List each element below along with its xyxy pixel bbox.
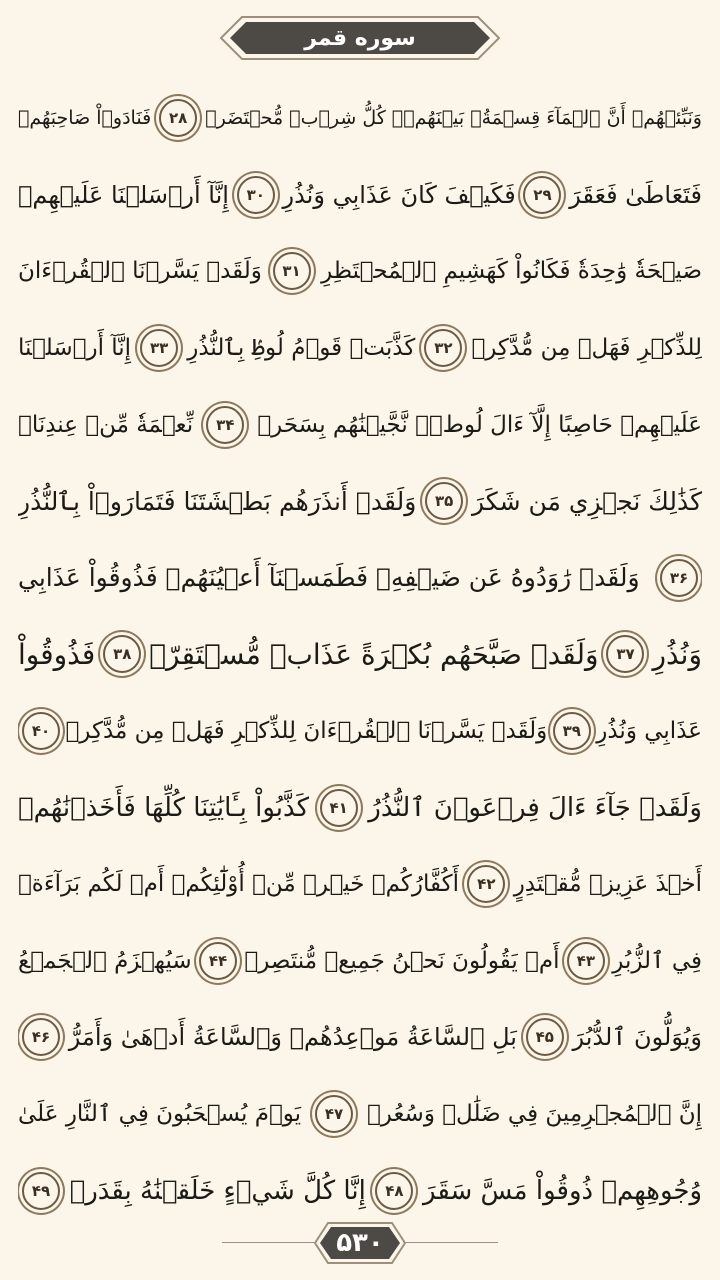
verse-text: فِي ٱلزُّبُرِ: [612, 947, 702, 974]
verse-number-marker: ۴۴: [199, 942, 237, 980]
verse-text: بَلِ ٱلسَّاعَةُ مَوۡعِدُهُمۡ وَٱلسَّاعَةُ أَدۡهَىٰ وَأَمَرُّ: [68, 1023, 517, 1052]
verse-number-marker: ۴۸: [375, 1172, 413, 1210]
verse-text: وَنَبِّئۡهُمۡ أَنَّ ٱلۡمَآءَ قِسۡمَةُۢ بَيۡنَهُمۡۖ كُلُّ شِرۡبٖ مُّحۡتَضَرٞ: [205, 107, 702, 130]
verse-text: إِنَّآ أَرۡسَلۡنَا: [18, 335, 132, 362]
verse-text: أَخۡذَ عَزِيزٖ مُّقۡتَدِرٍ: [513, 871, 702, 898]
verse-line: [18, 386, 702, 463]
verse-text: نِّعۡمَةٗ مِّنۡ عِندِنَاۚ: [18, 411, 194, 438]
verse-number-marker: ۳۰: [237, 176, 275, 214]
page-footer: [0, 1212, 720, 1268]
verse-text: وَلَقَدۡ رَٰوَدُوهُ عَن ضَيۡفِهِۦ فَطَمَسۡنَآ أَعۡيُنَهُمۡ فَذُوقُواْ عَذَابِي: [18, 563, 640, 593]
verse-number-marker: ۴۹: [22, 1172, 60, 1210]
verse-number-marker: ۳۸: [103, 635, 141, 673]
verse-number-marker: ۳۱: [273, 252, 311, 290]
verse-text: فَكَيۡفَ كَانَ عَذَابِي وَنُذُرِ: [282, 180, 516, 209]
verse-number-marker: ۳۹: [553, 712, 591, 750]
verse-number-marker: ۴۶: [22, 1018, 60, 1056]
verse-text: سَيُهۡزَمُ ٱلۡجَمۡعُ: [18, 947, 192, 974]
verse-text: كَذَٰلِكَ نَجۡزِي مَن شَكَرَ: [472, 486, 702, 516]
verse-number-marker: ۴۰: [22, 712, 60, 750]
verse-text: لِلذِّكۡرِ فَهَلۡ مِن مُّدَّكِرٖ: [471, 335, 702, 362]
verse-number-marker: ۲۹: [523, 176, 561, 214]
verse-number-marker: ۳۲: [424, 329, 462, 367]
surah-header: [218, 14, 502, 62]
page-number-badge: [312, 1220, 408, 1266]
verse-text: وَنُذُرِ: [652, 637, 702, 671]
verse-text: إِنَّ ٱلۡمُجۡرِمِينَ فِي ضَلَٰلٖ وَسُعُرٖ: [366, 1101, 702, 1128]
verse-number-marker: ۳۵: [425, 482, 463, 520]
verse-line: [18, 923, 702, 1000]
verse-text: وَلَقَدۡ صَبَّحَهُم بُكۡرَةً عَذَابٞ مُّسۡتَقِرّٞ: [149, 637, 599, 671]
verse-text: فَنَادَوۡاْ صَاحِبَهُمۡ: [18, 107, 152, 130]
verse-text: كَذَّبُواْ بِـَٔايَٰتِنَا كُلِّهَا فَأَخَذۡنَٰهُمۡ: [18, 792, 310, 823]
verse-text: أَمۡ يَقُولُونَ نَحۡنُ جَمِيعٞ مُّنتَصِرٞ: [244, 947, 560, 974]
verse-text: وَلَقَدۡ يَسَّرۡنَا ٱلۡقُرۡءَانَ: [18, 258, 262, 285]
verse-text: أَكُفَّارُكُمۡ خَيۡرٞ مِّنۡ أُوْلَٰٓئِكُمۡ أَمۡ لَكُم بَرَآءَةٞ: [18, 871, 459, 898]
verse-line: [18, 157, 702, 234]
footer-rule-right: [406, 1242, 498, 1243]
verse-line: [18, 463, 702, 540]
verse-text: فَتَعَاطَىٰ فَعَقَرَ: [569, 180, 702, 209]
verse-number-marker: ۳۳: [140, 329, 178, 367]
verse-line: [18, 310, 702, 387]
verse-number-marker: ۴۳: [567, 942, 605, 980]
verse-line: [18, 1076, 702, 1153]
verse-line: [18, 693, 702, 770]
verse-line: [18, 999, 702, 1076]
verse-line: [18, 540, 702, 617]
footer-rule-left: [222, 1242, 314, 1243]
verse-line: [18, 846, 702, 923]
verse-line: [18, 80, 702, 157]
verse-text: كَذَّبَتۡ قَوۡمُ لُوطِۢ بِٱلنُّذُرِ: [187, 335, 416, 362]
verse-number-marker: ۲۸: [159, 99, 197, 137]
verse-text: وَيُوَلُّونَ ٱلدُّبُرَ: [572, 1023, 702, 1052]
verse-line: [18, 769, 702, 846]
verse-text: وَلَقَدۡ أَنذَرَهُم بَطۡشَتَنَا فَتَمَارَوۡاْ بِٱلنُّذُرِ: [18, 486, 417, 516]
verse-text-block: [18, 80, 702, 1229]
verse-number-marker: ۴۲: [467, 865, 505, 903]
verse-text: وَلَقَدۡ جَآءَ ءَالَ فِرۡعَوۡنَ ٱلنُّذُرُ: [368, 792, 702, 823]
verse-text: وَلَقَدۡ يَسَّرۡنَا ٱلۡقُرۡءَانَ لِلذِّكۡرِ فَهَلۡ مِن مُّدَّكِرٖ: [65, 718, 548, 745]
verse-number-marker: ۳۴: [206, 406, 244, 444]
verse-number-marker: ۳۶: [660, 559, 698, 597]
page-number: ۵۳۰: [336, 1228, 384, 1258]
verse-text: يَوۡمَ يُسۡحَبُونَ فِي ٱلنَّارِ عَلَىٰ: [18, 1101, 302, 1128]
verse-text: عَلَيۡهِمۡ حَاصِبًا إِلَّآ ءَالَ لُوطٖۖ نَّجَّيۡنَٰهُم بِسَحَرٖ: [257, 411, 702, 438]
verse-text: إِنَّا كُلَّ شَيۡءٍ خَلَقۡنَٰهُ بِقَدَرٖ: [69, 1175, 366, 1206]
verse-text: فَذُوقُواْ: [18, 637, 96, 671]
verse-number-marker: ۴۵: [526, 1018, 564, 1056]
surah-title: سوره قمر: [304, 25, 416, 51]
verse-line: [18, 233, 702, 310]
verse-number-marker: ۴۱: [320, 789, 358, 827]
verse-number-marker: ۴۷: [315, 1095, 353, 1133]
verse-text: وُجُوهِهِمۡ ذُوقُواْ مَسَّ سَقَرَ: [422, 1175, 702, 1206]
verse-text: صَيۡحَةٗ وَٰحِدَةٗ فَكَانُواْ كَهَشِيمِ ٱلۡمُحۡتَظِرِ: [321, 258, 702, 285]
verse-text: عَذَابِي وَنُذُرِ: [596, 718, 702, 745]
verse-text: إِنَّآ أَرۡسَلۡنَا عَلَيۡهِمۡ: [18, 180, 229, 209]
verse-line: [18, 616, 702, 693]
verse-number-marker: ۳۷: [606, 635, 644, 673]
